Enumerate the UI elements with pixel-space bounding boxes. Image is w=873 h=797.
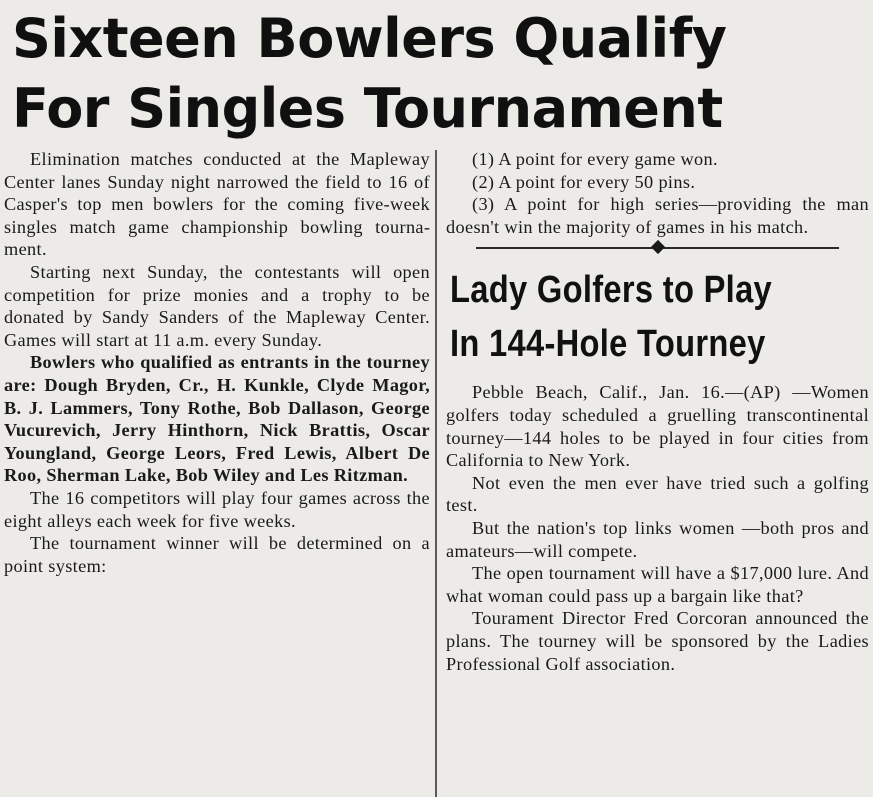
golf-paragraph: But the nation's top links women —both pros and amateurs—will compete.: [446, 517, 869, 561]
golf-paragraph: The open tournament will have a $17,000 lure. And what woman could pass up a bargain like that?: [446, 563, 869, 606]
golf-paragraph: Not even the men ever have tried such a golfing test.: [446, 472, 869, 516]
bowling-paragraph: The tournament winner will be determined on a point system:: [4, 533, 430, 576]
main-headline: [12, 4, 862, 144]
column-divider: [435, 150, 437, 797]
bowling-article-column: [4, 148, 430, 577]
golf-headline: [450, 263, 810, 371]
bowling-paragraph: The 16 competitors will play four games across the eight alleys each week for five weeks.: [4, 487, 430, 531]
point-rule-item: (2) A point for every 50 pins.: [472, 171, 696, 192]
section-divider-ornament: [446, 241, 869, 255]
qualified-bowlers-paragraph: Bowlers who qualified as entrants in the tourney are: Dough Bryden, Cr., H. Kunkle, Clyde Magor, B. J. Lammers, Tony Rothe, Bob Dallason, George Vucurevich, Jerry Hinthorn, Nick Brattis, Oscar Youngland, George Leors, Fred Lewis, Albert De Roo, Sherman Lake, Bob Wiley and Les Ritzman.: [4, 352, 430, 486]
main-headline-line-2: For Singles Tournament: [12, 77, 723, 140]
bowling-paragraph: Elimination matches conducted at the Mapleway Center lanes Sunday night narrowed the field to 16 of Casper's top men bowlers for the coming five-week singles match game championship bowling tournament.: [4, 149, 430, 260]
golf-headline-line-1: Lady Golfers to Play: [450, 269, 773, 312]
golf-dateline-paragraph: Pebble Beach, Calif., Jan. 16.—(AP) —Women golfers today scheduled a gruelling transcontinental tourney—144 holes to be played in four cities from California to New York.: [446, 382, 869, 471]
point-rule-item: (1) A point for every game won.: [472, 149, 718, 169]
diamond-ornament-icon: [650, 240, 664, 254]
point-system-list: [446, 148, 869, 238]
golf-headline-line-2: In 144-Hole Tourney: [450, 323, 766, 366]
point-rule-item: (3) A point for high series—providing the man doesn't win the majority of games in his match.: [446, 194, 869, 237]
bowling-paragraph: Starting next Sunday, the contestants will open competition for prize monies and a trophy to be donated by Sandy Sanders of the Mapleway Center. Games will start at 11 a.m. every Sunday.: [4, 261, 430, 350]
right-column: [446, 148, 869, 675]
main-headline-line-1: Sixteen Bowlers Qualify: [12, 7, 727, 70]
golf-paragraph: Tourament Director Fred Corcoran announced the plans. The tourney will be sponsored by the Ladies Professional Golf association.: [446, 608, 869, 674]
